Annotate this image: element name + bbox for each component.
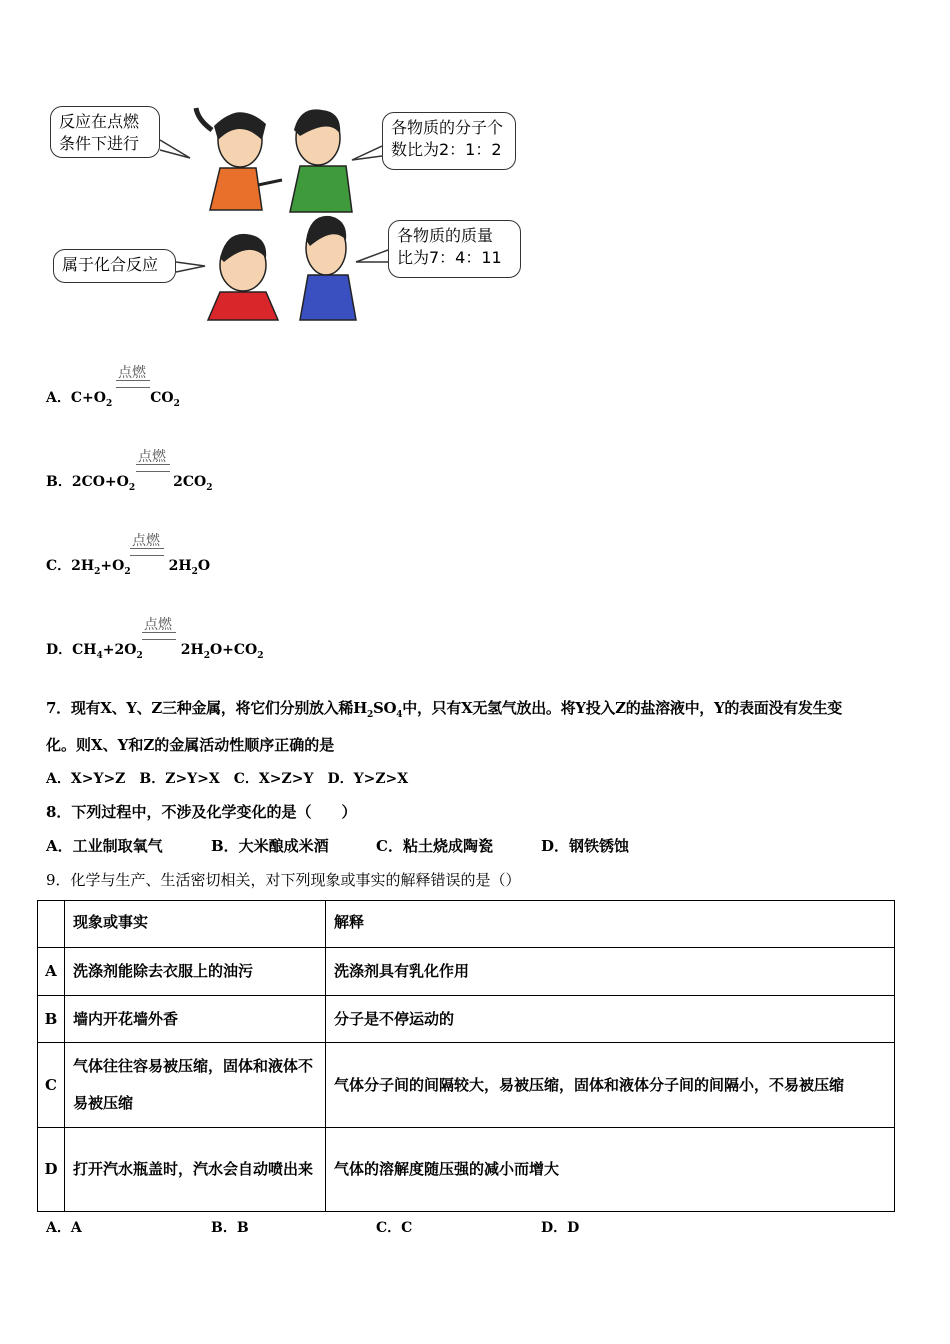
table-cell: 气体分子间的间隔较大，易被压缩，固体和液体分子间的间隔小，不易被压缩	[326, 1043, 895, 1128]
table-cell: 分子是不停运动的	[326, 996, 895, 1043]
q8-option-c: C．粘土烧成陶瓷	[376, 837, 493, 855]
condition-label-d: 点燃	[144, 617, 172, 633]
table-cell: 墙内开花墙外香	[65, 996, 326, 1043]
q9-option-a: A．A	[46, 1220, 82, 1236]
table-cell: C	[38, 1043, 65, 1128]
table-header-row	[38, 901, 895, 948]
q8-option-b: B．大米酿成米酒	[211, 837, 329, 855]
q7-stem-line-1: 7．现有X、Y、Z三种金属，将它们分别放入稀$H_2SO_4$中，只有X无氢气放出。将Y投入Z的盐溶液中，Y的表面没有发生变	[46, 699, 842, 720]
table-cell: 洗涤剂能除去衣服上的油污	[65, 948, 326, 996]
speech-bubble-4: 各物质的质量 比为7：4：11	[388, 220, 521, 278]
table-cell: 气体往往容易被压缩，固体和液体不易被压缩	[65, 1043, 326, 1128]
q8-option-d: D．钢铁锈蚀	[541, 837, 630, 855]
q8-stem: 8．下列过程中，不涉及化学变化的是（ ）	[46, 803, 357, 821]
q9-table	[37, 900, 895, 1212]
table-cell: 打开汽水瓶盖时，汽水会自动喷出来	[65, 1128, 326, 1212]
table-cell: D	[38, 1128, 65, 1212]
table-header-cell: 解释	[326, 901, 895, 948]
table-header-cell	[38, 901, 65, 948]
condition-label-b: 点燃	[138, 449, 166, 465]
q9-option-d: D．D	[541, 1220, 580, 1236]
table-row	[38, 1043, 895, 1128]
q8-option-a: A．工业制取氧气	[46, 837, 163, 855]
condition-label-c: 点燃	[132, 533, 160, 549]
speech-bubble-2: 各物质的分子个 数比为2：1：2	[382, 112, 516, 170]
table-header-cell: 现象或事实	[65, 901, 326, 948]
q7-stem-line-2: 化。则X、Y和Z的金属活动性顺序正确的是	[46, 736, 335, 754]
option-a: A．$C+O_2$ $CO_2$	[46, 390, 180, 409]
speech-bubble-1: 反应在点燃 条件下进行	[50, 106, 160, 158]
table-row	[38, 996, 895, 1043]
table-cell: 洗涤剂具有乳化作用	[326, 948, 895, 996]
option-c: C．$2H_2+O_2$ $2H_2O$	[46, 558, 211, 577]
q9-option-c: C．C	[376, 1220, 413, 1236]
condition-label-a: 点燃	[118, 365, 146, 381]
q9-stem: 9．化学与生产、生活密切相关，对下列现象或事实的解释错误的是（）	[46, 871, 521, 889]
speech-bubble-3: 属于化合反应	[53, 249, 176, 283]
table-cell: B	[38, 996, 65, 1043]
q7-options: A．X>Y>Z B．Z>Y>X C．X>Z>Y D．Y>Z>X	[46, 771, 409, 787]
table-cell: 气体的溶解度随压强的减小而增大	[326, 1128, 895, 1212]
cartoon-characters-image	[0, 0, 560, 330]
option-b: B．$2CO+O_2$ $2CO_2$	[46, 474, 213, 493]
table-row	[38, 948, 895, 996]
q9-option-b: B．B	[211, 1220, 249, 1236]
option-d: D．$CH_4+2O_2$ $2H_2O+CO_2$	[46, 642, 264, 661]
table-cell: A	[38, 948, 65, 996]
table-row	[38, 1128, 895, 1212]
